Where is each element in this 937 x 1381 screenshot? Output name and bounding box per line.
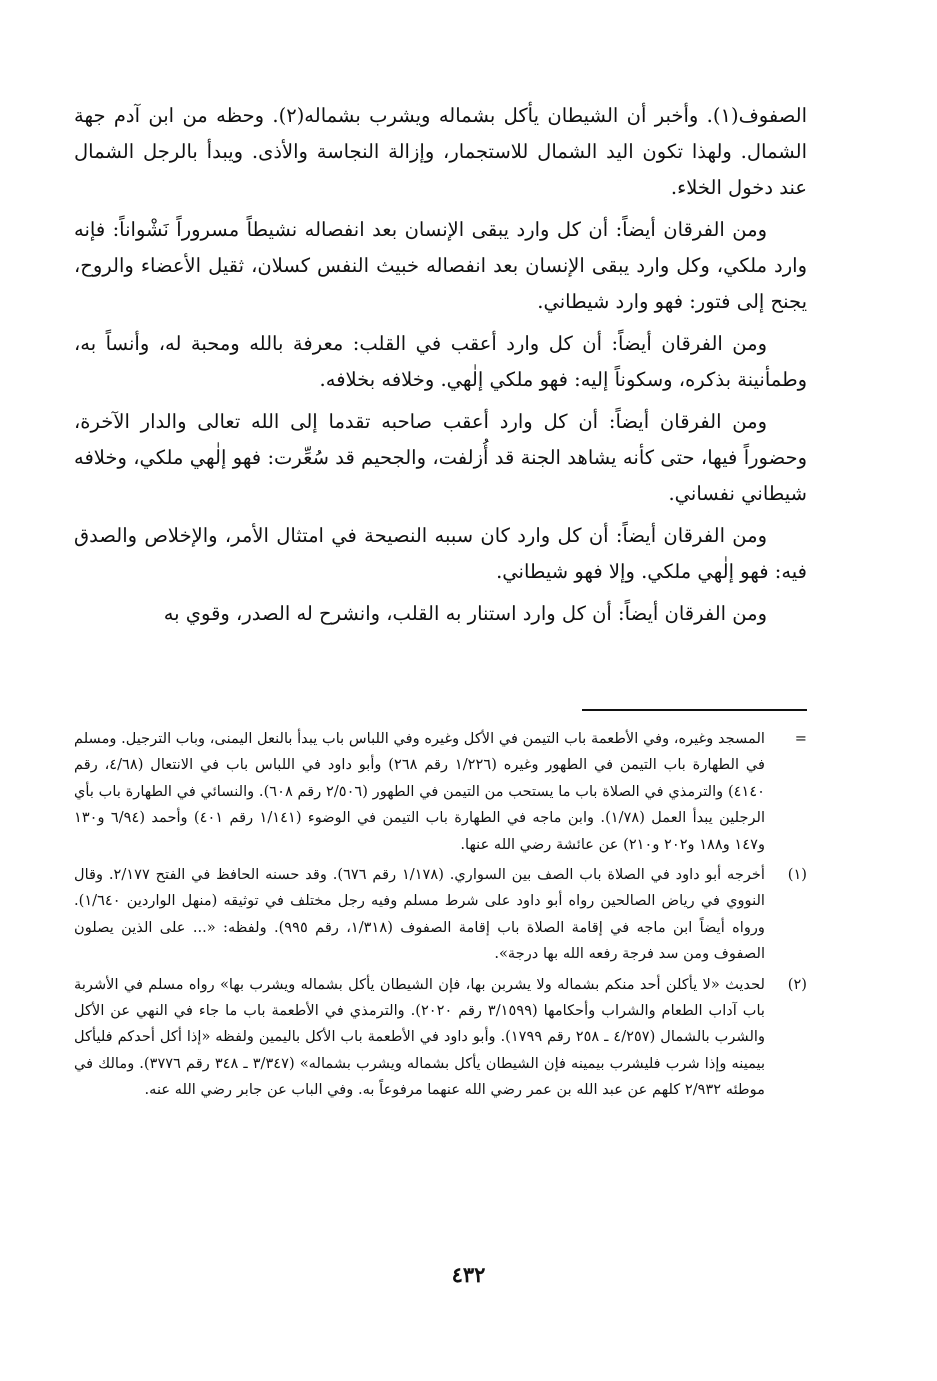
paragraph-furqan-2: ومن الفرقان أيضاً: أن كل وارد أعقب في القلب: معرفة بالله ومحبة له، وأنساً به، وطمأنينة بذكره، وسكوناً إليه: فهو ملكي إلٰهي. وخلافه بخلافه. (74, 332, 807, 391)
paragraph-furqan-5: ومن الفرقان أيضاً: أن كل وارد استنار به القلب، وانشرح له الصدر، وقوي به (163, 602, 767, 625)
footnote-separator (582, 709, 807, 711)
page-number: ٤٣٢ (451, 1262, 486, 1287)
footnote-text: أخرجه أبو داود في الصلاة باب الصف بين السواري. (١/١٧٨ رقم ٦٧٦). وقد حسنه الحافظ في الفتح ٢/١٧٧. وقال النووي في رياض الصالحين رواه أبو داود على شرط مسلم وفيه رجل مختلف في توثيقه (منهل الواردين ١/٦٤٠). ورواه أيضاً ابن ماجه في إقامة الصلاة باب إقامة الصفوف (١/٣١٨، رقم ٩٩٥). ولفظه: «... على الذين يصلون الصفوف ومن سد فرجة رفعه الله بها درجة». (74, 866, 765, 963)
paragraph-furqan-1: ومن الفرقان أيضاً: أن كل وارد يبقى الإنسان بعد انفصاله نشيطاً مسروراً نَشْواناً: فإنه وارد ملكي، وكل وارد يبقى الإنسان بعد انفصاله خبيث النفس كسلان، ثقيل الأعضاء والروح، يجنح إلى فتور: فهو وارد شيطاني. (74, 218, 807, 313)
paragraph-furqan-3: ومن الفرقان أيضاً: أن كل وارد أعقب صاحبه تقدما إلى الله تعالى والدار الآخرة، وحضوراً فيها، حتى كأنه يشاهد الجنة قد أُزلفت، والجحيم قد سُعِّرت: فهو إلٰهي ملكي، وخلافه شيطاني نفساني. (74, 410, 807, 505)
footnote-text: لحديث «لا يأكلن أحد منكم بشماله ولا يشربن بها، فإن الشيطان يأكل بشماله ويشرب بها» رواه مسلم في الأشربة باب آداب الطعام والشراب وأحكامها (٣/١٥٩٩ رقم ٢٠٢٠). والترمذي في الأطعمة باب ما جاء في النهي عن الأكل والشرب بالشمال (٤/٢٥٧ ـ ٢٥٨ رقم ١٧٩٩). وأبو داود في الأطعمة باب الأكل باليمين ولفظه «إذا أكل أحدكم فليأكل بيمينه وإذا شرب فليشرب بيمينه فإن الشيطان يأكل بشماله ويشرب بشماله» (٣/٣٤٧ ـ ٣٤٨ رقم ٣٧٧٦). ومالك في موطئه ٢/٩٣٢ كلهم عن عبد الله بن عمر رضي الله عنهما مرفوعاً به. وفي الباب عن جابر رضي الله عنه. (74, 975, 765, 1099)
footnote-text: المسجد وغيره، وفي الأطعمة باب التيمن في الأكل وغيره وفي اللباس باب يبدأ بالنعل اليمنى، وباب الترجيل. ومسلم في الطهارة باب التيمن في الطهور وغيره (١/٢٢٦ رقم ٢٦٨) وأبو داود في اللباس باب في الانتعال (٤/٦٨، رقم ٤١٤٠) والترمذي في الصلاة باب ما يستحب من التيمن في الطهور (٢/٥٠٦ رقم ٦٠٨). والنسائي في الطهارة باب بأي الرجلين يبدأ العمل (١/٧٨). وابن ماجه في الطهارة باب التيمن في الوضوء (١/١٤١ رقم ٤٠١) وأحمد (٦/٩٤ و١٣٠ و١٤٧ و١٨٨ و٢٠٢ و٢١٠) عن عائشة رضي الله عنها. (74, 730, 766, 853)
footnote-marker: (٢) (787, 975, 807, 993)
main-text (74, 98, 807, 638)
footnote-1 (74, 862, 807, 968)
footnote-marker: = (794, 730, 807, 747)
footnotes (74, 726, 807, 1108)
paragraph-furqan-4: ومن الفرقان أيضاً: أن كل وارد كان سببه النصيحة في امتثال الأمر، والإخلاص والصدق فيه: فهو إلٰهي ملكي. وإلا فهو شيطاني. (74, 524, 807, 583)
footnote-continuation (74, 726, 807, 858)
footnote-marker: (١) (787, 866, 807, 884)
paragraph-continuation: الصفوف(١). وأخبر أن الشيطان يأكل بشماله ويشرب بشماله(٢). وحظه من ابن آدم جهة الشمال. ولهذا تكون اليد الشمال للاستجمار، وإزالة النجاسة والأذى. ويبدأ بالرجل الشمال عند دخول الخلاء. (74, 104, 807, 199)
footnote-2 (74, 972, 807, 1104)
